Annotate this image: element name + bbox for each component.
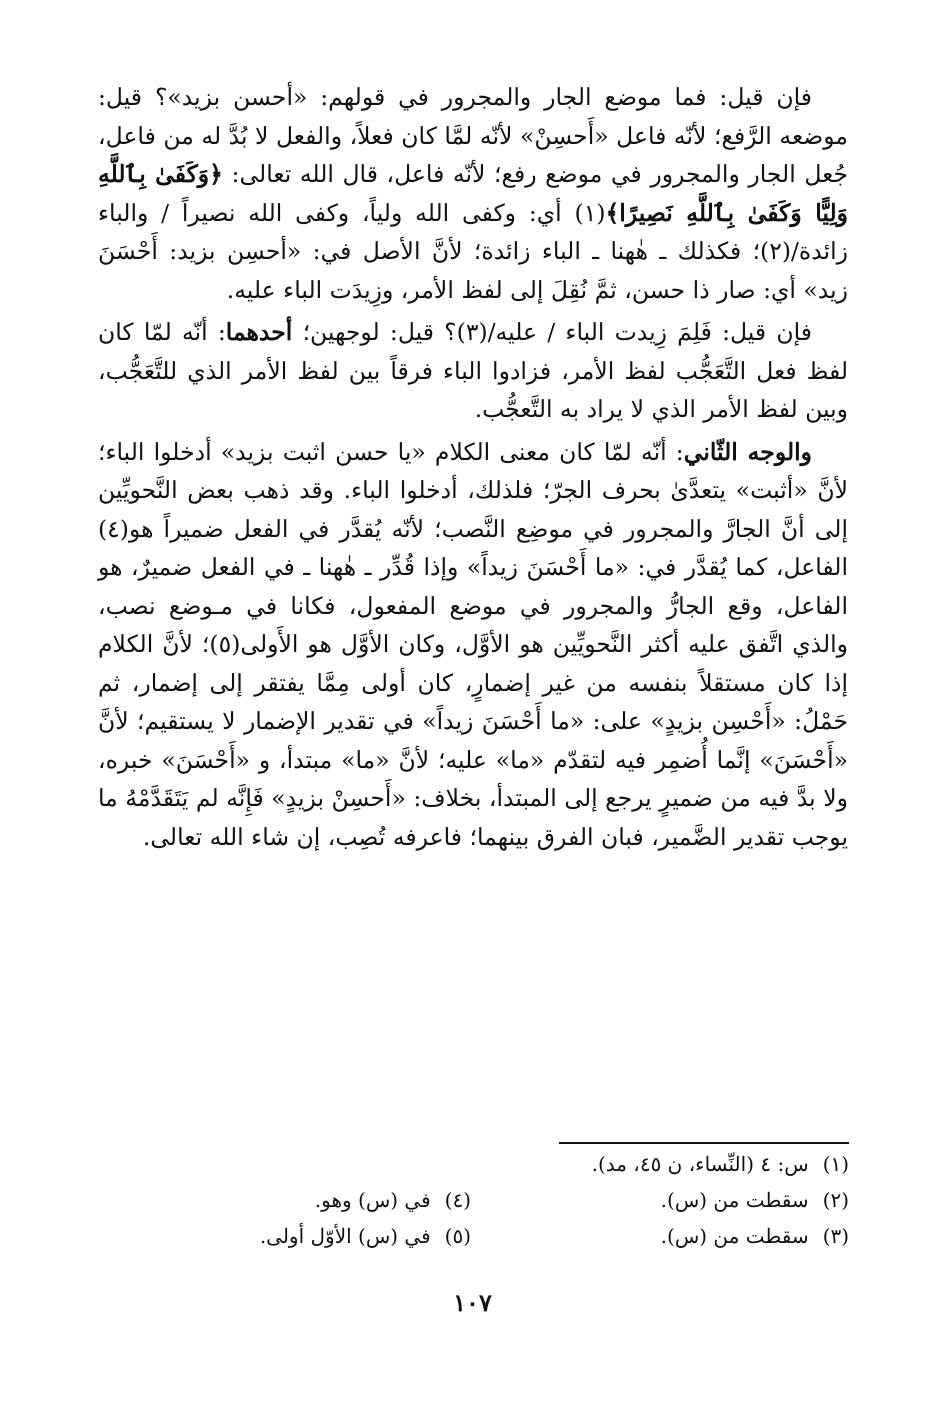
footnote-3 <box>661 1224 849 1248</box>
footnote-text: س: ٤ (النِّساء، ن ٤٥، مد). <box>591 1152 809 1176</box>
paragraph-2-after: : أنّه لمّا كان لفظ فعل التَّعَجُّب لفظ الأمر، فزادوا الباء فرقاً بين لفظ الأمر الذي للتَّعَجُّب، وبين لفظ الأمر الذي لا يراد به التَّعجُّب. <box>98 318 848 423</box>
footnote-5 <box>260 1224 471 1248</box>
main-text <box>98 78 848 860</box>
footnote-text: في (س) وهو. <box>314 1188 431 1212</box>
footnote-1 <box>592 1152 849 1176</box>
footnote-number: (٥) <box>444 1224 471 1248</box>
first-reason-label: أحدهما <box>225 318 293 346</box>
footnote-number: (١) <box>822 1152 849 1176</box>
footnote-text: سقطت من (س). <box>660 1188 809 1212</box>
paragraph-1 <box>98 78 848 309</box>
footnote-number: (٣) <box>822 1224 849 1248</box>
paragraph-1-after: (١) أي: وكفى الله ولياً، وكفى الله نصيراً / والباء زائدة/(٢)؛ فكذلك ـ هٰهنا ـ الباء زائدة؛ لأنَّ الأصل في: «أحسِن بزيد: أَحْسَنَ زيد» أي: صار ذا حسن، ثمَّ نُقِلَ إلى لفظ الأمر، وزِيدَت الباء عليه. <box>98 198 848 304</box>
footnotes <box>129 1152 849 1262</box>
footnote-4 <box>315 1188 471 1212</box>
paragraph-3 <box>98 433 848 857</box>
footnote-text: في (س) الأوّل أولى. <box>259 1224 431 1248</box>
page-number: ١٠٧ <box>453 1288 492 1317</box>
footnote-2 <box>661 1188 849 1212</box>
quran-verse: ﴿وَكَفَىٰ بِٱللَّهِ وَلِيًّا وَكَفَىٰ بِٱللَّهِ نَصِيرًا﴾ <box>98 160 848 227</box>
paragraph-1-text: فإن قيل: فما موضع الجار والمجرور في قولهم: «أحسن بزيد»؟ قيل: موضعه الرَّفع؛ لأنّه فاعل «أَحسِنْ» لأنّه لمَّا كان فعلاً، والفعل لا بُدَّ له من فاعل، جُعل الجار والمجرور في موضع رفع؛ لأنّه فاعل، قال الله تعالى: <box>98 83 848 188</box>
footnote-text: سقطت من (س). <box>660 1224 809 1248</box>
paragraph-2-text: فإن قيل: فَلِمَ زِيدت الباء / عليه/(٣)؟ قيل: لوجهين؛ <box>302 318 812 346</box>
footnote-number: (٤) <box>444 1188 471 1212</box>
second-reason-label: والوجه الثّاني <box>683 437 812 466</box>
footnote-number: (٢) <box>822 1188 849 1212</box>
footnote-separator <box>559 1142 849 1144</box>
paragraph-2 <box>98 313 848 429</box>
paragraph-3-text: : أنّه لمّا كان معنى الكلام «يا حسن اثبت بزيد» أدخلوا الباء؛ لأنَّ «أثبت» يتعدَّىٰ بحرف الجرّ؛ فلذلك، أدخلوا الباء. وقد ذهب بعض النَّحويِّين إلى أنَّ الجارَّ والمجرور في موضِع النَّصب؛ لأنّه يُقدَّر في الفعل ضميراً هو(٤) الفاعل، كما يُقدَّر في: «ما أَحْسَنَ زيداً» وإذا قُدِّر ـ هٰهنا ـ في الفعل ضميرٌ، هو الفاعل، وقع الجارُّ والمجرور في موضع المفعول، فكانا في مـوضع نصب، والذي اتَّفق عليه أكثر النَّحويِّين هو الأوَّل، وكان الأوَّل هو الأَولى(٥)؛ لأنَّ الكلام إذا كان مستقلاً بنفسه من غير إضمارٍ، كان أولى مِمَّا يفتقر إلى إضمار، ثم حَمْلُ: «أَحْسِن بزيدٍ» على: «ما أَحْسَنَ زيداً» في تقدير الإضمار لا يستقيم؛ لأنَّ «أَحْسَنَ» إنَّما أُضمِر فيه لتقدّم «ما» عليه؛ لأنَّ «ما» مبتدأ، و «أَحْسَنَ» خبره، ولا بدَّ فيه من ضميرٍ يرجع إلى المبتدأ، بخلاف: «أَحسِنْ بزيدٍ» فَإِنَّه لم يَتَقَدَّمْهُ ما يوجب تقدير الضَّمير، فبان الفرق بينهما؛ فاعرفه تُصِب، إن شاء الله تعالى. <box>98 437 848 851</box>
